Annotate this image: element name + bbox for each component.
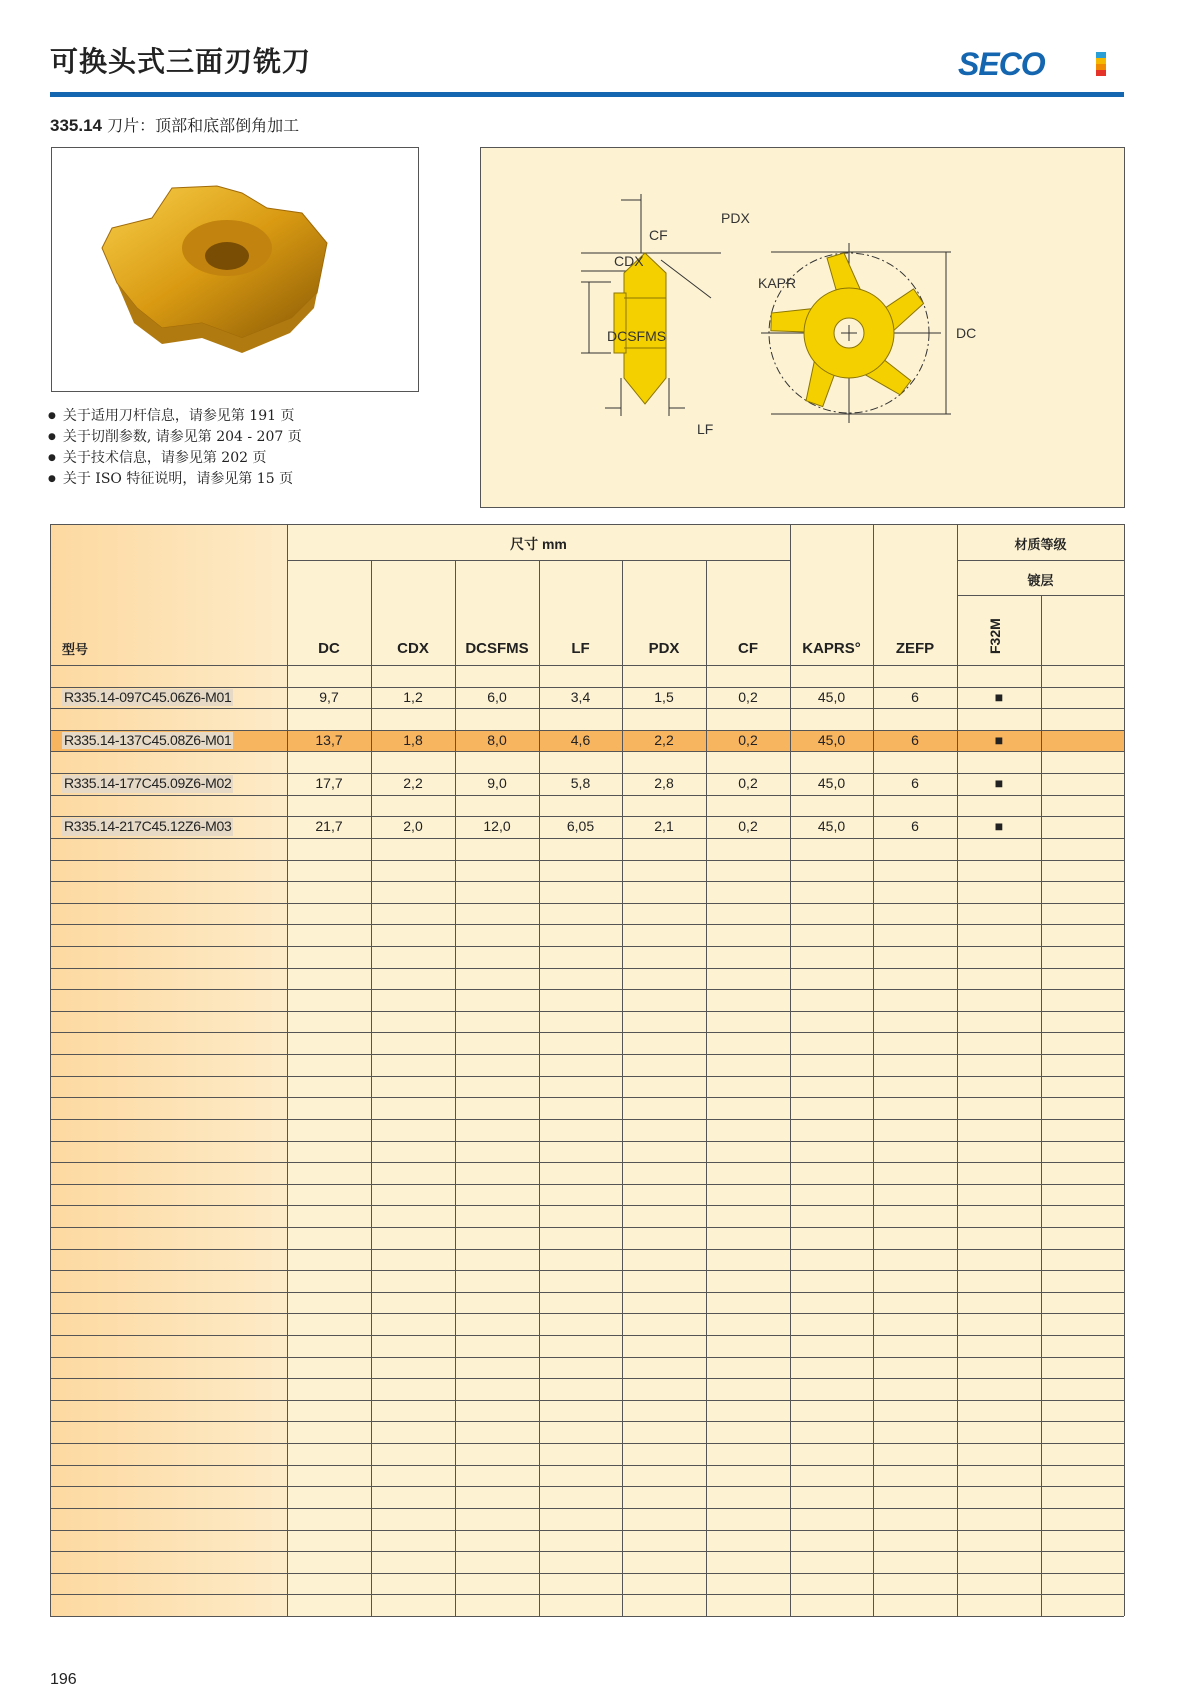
grade-availability-mark: ■ xyxy=(994,731,1004,748)
row-divider xyxy=(50,1335,1124,1336)
page-number: 196 xyxy=(50,1671,77,1688)
grade-availability-mark: ■ xyxy=(994,688,1004,705)
model-cell: R335.14-097C45.06Z6-M01 xyxy=(64,688,232,705)
row-divider xyxy=(50,860,1124,861)
value-cell: 45,0 xyxy=(817,818,846,835)
row-divider xyxy=(50,1270,1124,1271)
value-cell: 12,0 xyxy=(483,818,511,835)
value-cell: 5,8 xyxy=(570,775,591,792)
value-cell: 0,2 xyxy=(738,775,758,792)
table-top-border xyxy=(50,524,1124,525)
header-divider xyxy=(957,560,1124,561)
value-cell: 2,2 xyxy=(403,775,423,792)
section-subtitle xyxy=(50,113,299,136)
note-item: ● 关于 ISO 特征说明，请参见第 15 页 xyxy=(48,469,302,490)
insert-drawing-icon xyxy=(481,148,1124,507)
value-cell: 6 xyxy=(911,775,919,792)
row-divider xyxy=(50,1594,1124,1595)
row-divider xyxy=(50,708,1124,709)
value-cell: 2,8 xyxy=(654,775,674,792)
label-kapr: KAPR xyxy=(758,275,797,291)
row-divider xyxy=(50,687,1124,688)
row-divider xyxy=(50,1141,1124,1142)
value-cell: 2,0 xyxy=(403,818,423,835)
seco-logo: SECO xyxy=(958,46,1045,82)
column-header-cdx: CDX xyxy=(397,640,429,657)
grade-availability-mark: ■ xyxy=(994,775,1004,792)
value-cell: 2,1 xyxy=(654,818,674,835)
value-cell: 0,2 xyxy=(738,688,758,705)
row-divider xyxy=(50,1400,1124,1401)
row-divider xyxy=(50,1227,1124,1228)
note-item: ● 关于切削参数, 请参见第 204 - 207 页 xyxy=(48,427,302,448)
value-cell: 4,6 xyxy=(570,731,591,748)
page-title: 可换头式三面刃铣刀 xyxy=(50,45,312,78)
coating-header: 镀层 xyxy=(1027,574,1054,589)
value-cell: 1,8 xyxy=(403,731,423,748)
row-divider xyxy=(50,1530,1124,1531)
row-divider xyxy=(50,1573,1124,1574)
note-item: ● 关于适用刀杆信息，请参见第 191 页 xyxy=(48,406,302,427)
value-cell: 0,2 xyxy=(738,818,758,835)
row-divider xyxy=(50,1119,1124,1120)
row-divider xyxy=(50,968,1124,969)
row-divider xyxy=(50,773,1124,774)
row-divider xyxy=(50,1292,1124,1293)
header-rule xyxy=(50,92,1124,97)
model-cell: R335.14-177C45.09Z6-M02 xyxy=(64,775,232,792)
value-cell: 1,5 xyxy=(654,688,674,705)
label-dc: DC xyxy=(956,325,977,341)
column-header-dc: DC xyxy=(318,640,340,657)
label-lf: LF xyxy=(697,421,714,437)
logo-color-bar-icon xyxy=(1096,52,1106,76)
value-cell: 3,4 xyxy=(570,688,591,705)
value-cell: 9,0 xyxy=(487,775,507,792)
note-item: ● 关于技术信息，请参见第 202 页 xyxy=(48,448,302,469)
value-cell: 0,2 xyxy=(738,731,758,748)
value-cell: 8,0 xyxy=(487,731,507,748)
row-divider xyxy=(50,946,1124,947)
label-pdx: PDX xyxy=(721,210,750,226)
model-cell: R335.14-217C45.12Z6-M03 xyxy=(64,818,232,835)
row-divider xyxy=(50,1465,1124,1466)
row-divider xyxy=(50,903,1124,904)
row-divider xyxy=(50,1097,1124,1098)
row-divider xyxy=(50,1551,1124,1552)
value-cell: 45,0 xyxy=(817,731,846,748)
row-divider xyxy=(50,730,1124,731)
row-divider xyxy=(50,1249,1124,1250)
column-header-lf: LF xyxy=(571,640,590,657)
label-cdx: CDX xyxy=(614,253,644,269)
value-cell: 21,7 xyxy=(315,818,343,835)
value-cell: 45,0 xyxy=(817,688,846,705)
row-divider xyxy=(50,816,1124,817)
row-divider xyxy=(50,665,1124,666)
column-header-kaprs: KAPRS° xyxy=(802,640,861,657)
column-divider xyxy=(371,560,372,1616)
column-header-dcsfms: DCSFMS xyxy=(465,640,529,657)
row-divider xyxy=(50,1184,1124,1185)
value-cell: 9,7 xyxy=(319,688,339,705)
row-divider xyxy=(50,1378,1124,1379)
column-header-pdx: PDX xyxy=(648,640,680,657)
model-header: 型号 xyxy=(62,643,89,658)
column-divider xyxy=(539,560,540,1616)
product-table xyxy=(50,524,1124,1616)
notes-list xyxy=(48,406,302,490)
grade-column-header: F32M xyxy=(987,618,1003,654)
row-divider xyxy=(50,881,1124,882)
value-cell: 1,2 xyxy=(403,688,423,705)
row-divider xyxy=(50,1032,1124,1033)
label-cf: CF xyxy=(649,227,668,243)
column-divider xyxy=(455,560,456,1616)
row-divider xyxy=(50,1162,1124,1163)
row-divider xyxy=(50,1313,1124,1314)
row-divider xyxy=(50,989,1124,990)
subtitle-text: 刀片：顶部和底部倒角加工 xyxy=(102,116,300,135)
row-divider xyxy=(50,1357,1124,1358)
value-cell: 2,2 xyxy=(654,731,674,748)
grade-header: 材质等级 xyxy=(1014,538,1067,553)
value-cell: 45,0 xyxy=(817,775,846,792)
column-divider xyxy=(622,560,623,1616)
dimensions-header: 尺寸 mm xyxy=(510,536,567,552)
row-divider xyxy=(50,1421,1124,1422)
column-header-cf: CF xyxy=(738,640,758,657)
value-cell: 6 xyxy=(911,731,919,748)
column-divider xyxy=(1124,524,1125,1616)
row-divider xyxy=(50,1443,1124,1444)
row-divider xyxy=(50,1616,1124,1617)
value-cell: 6 xyxy=(911,688,919,705)
row-divider xyxy=(50,751,1124,752)
insert-photo xyxy=(51,147,419,392)
grade-availability-mark: ■ xyxy=(994,818,1004,835)
row-divider xyxy=(50,1486,1124,1487)
subtitle-code: 335.14 xyxy=(50,116,102,135)
row-divider xyxy=(50,1205,1124,1206)
value-cell: 6 xyxy=(911,818,919,835)
label-dcsfms: DCSFMS xyxy=(607,328,667,344)
value-cell: 6,05 xyxy=(566,818,595,835)
row-divider xyxy=(50,924,1124,925)
row-divider xyxy=(50,1011,1124,1012)
row-divider xyxy=(50,1508,1124,1509)
model-cell: R335.14-137C45.08Z6-M01 xyxy=(64,731,232,748)
row-divider xyxy=(50,1054,1124,1055)
value-cell: 6,0 xyxy=(487,688,507,705)
column-divider xyxy=(50,524,51,1616)
column-divider xyxy=(706,560,707,1616)
row-divider xyxy=(50,838,1124,839)
column-divider xyxy=(1041,595,1042,1616)
column-header-zefp: ZEFP xyxy=(895,640,935,657)
row-divider xyxy=(50,1076,1124,1077)
value-cell: 17,7 xyxy=(315,775,343,792)
row-divider xyxy=(50,795,1124,796)
dimension-diagram xyxy=(480,147,1125,508)
value-cell: 13,7 xyxy=(315,731,343,748)
insert-3d-icon xyxy=(52,148,418,391)
